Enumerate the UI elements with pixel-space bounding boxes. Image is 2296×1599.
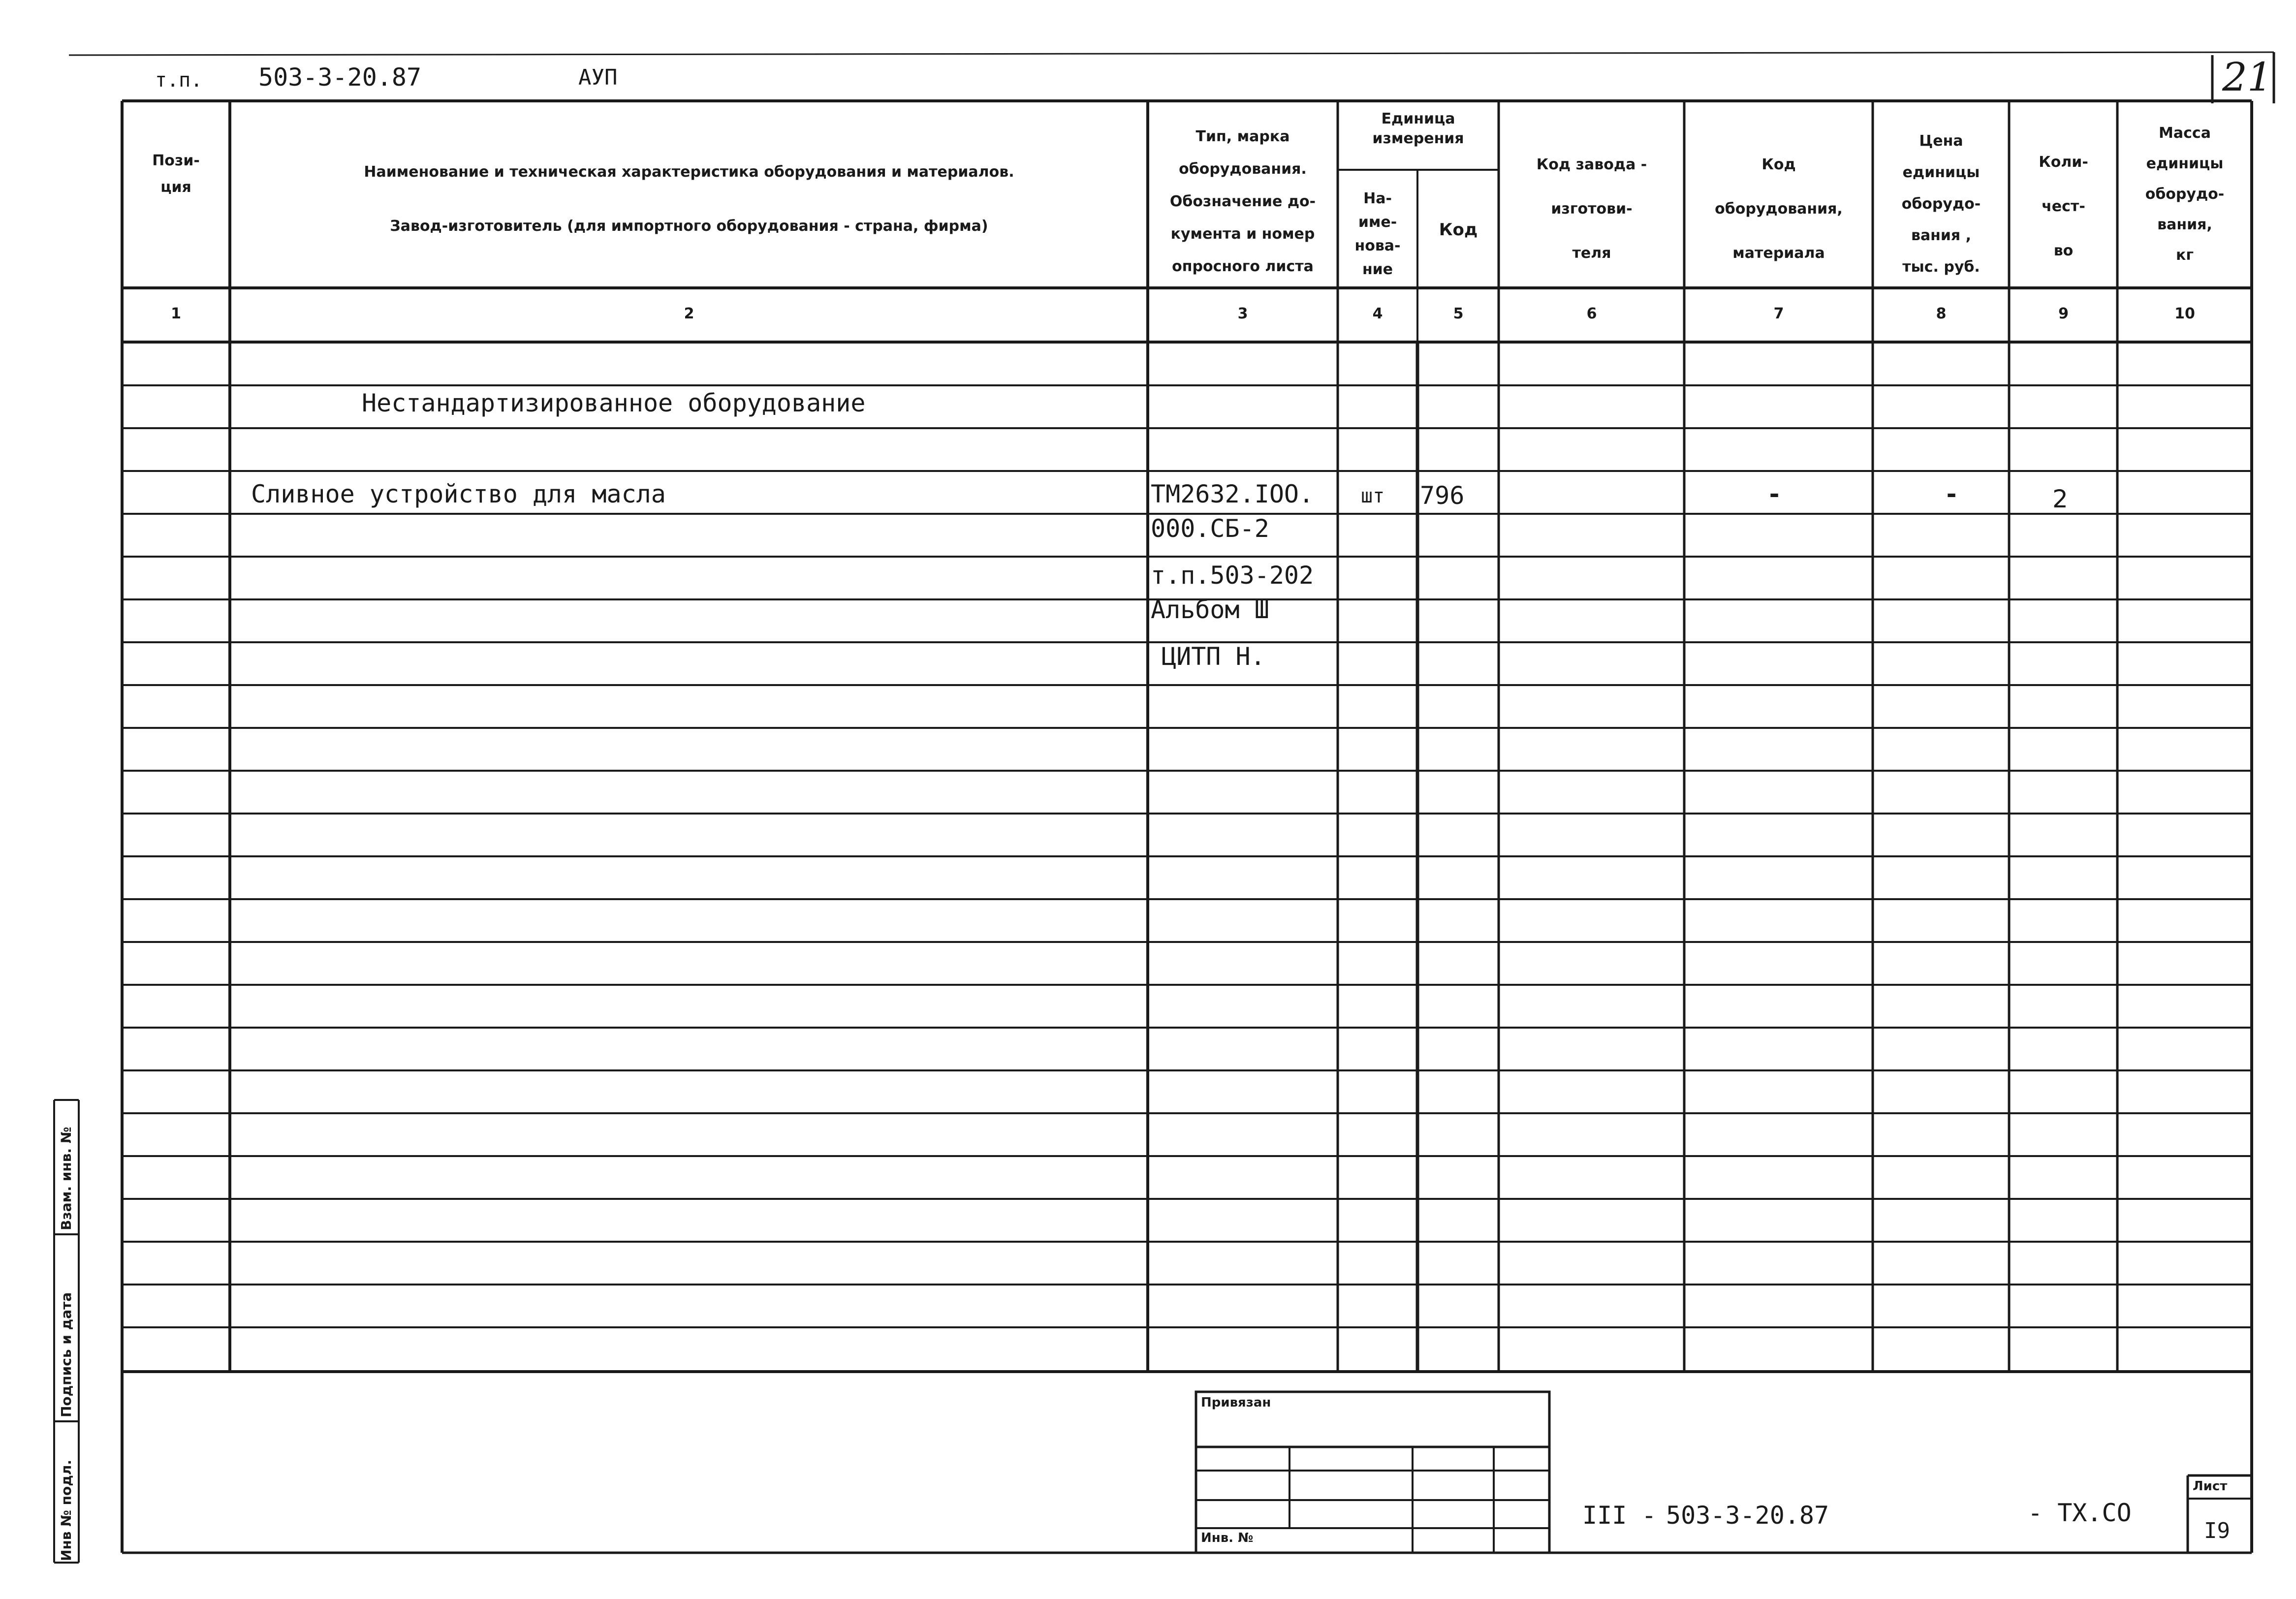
header-col-3-line: Тип, марка (1195, 128, 1290, 145)
header-col-10-line: кг (2175, 247, 2194, 264)
item-name: Сливное устройство для масла (251, 480, 666, 508)
header-col-6-line: теля (1572, 245, 1611, 262)
column-number: 5 (1453, 305, 1464, 322)
column-number: 6 (1586, 305, 1597, 322)
header-unit-group-line: измерения (1372, 130, 1464, 147)
column-number: 3 (1237, 305, 1248, 322)
column-number: 10 (2174, 305, 2195, 322)
header-col-8-line: вания , (1911, 227, 1972, 244)
header-col-6 (1500, 143, 1683, 276)
equipment-code: - (1767, 480, 1782, 508)
side-label-signature: Подпись и дата (58, 1292, 74, 1417)
header-col-1-line: Пози- (152, 152, 200, 169)
header-col-2-line: Наименование и техническая характеристика оборудования и материалов. (364, 163, 1014, 181)
column-number: 1 (171, 305, 181, 322)
header-col-8-line: Цена (1919, 132, 1963, 150)
header-col-9-line: во (2053, 242, 2074, 259)
handwritten-page-number: 21 (2222, 54, 2272, 100)
doc-prefix: III - (1582, 1501, 1657, 1530)
header-col-7-line: Код (1761, 156, 1796, 173)
header-col-4 (1339, 187, 1416, 282)
type-line: 000.СБ-2 (1151, 514, 1269, 543)
header-col-4-line: име- (1358, 214, 1397, 231)
header-col-2-line: Завод-изготовитель (для импортного оборудования - страна, фирма) (390, 218, 988, 235)
header-col-8 (1874, 125, 2008, 283)
header-col-1 (123, 148, 229, 201)
header-col-5 (1419, 217, 1498, 243)
header-col-2 (231, 145, 1147, 253)
unit-code: 796 (1420, 481, 1465, 510)
header-unit-group (1339, 109, 1498, 149)
header-col-6-line: изготови- (1551, 200, 1633, 218)
project-number: 503-3-20.87 (258, 63, 422, 92)
header-col-10-line: вания, (2157, 216, 2212, 233)
quantity: 2 (2052, 485, 2068, 513)
header-col-1-line: ция (160, 179, 191, 196)
header-col-6-line: Код завода - (1536, 156, 1647, 173)
header-col-10-line: оборудо- (2145, 186, 2225, 203)
unit-price: - (1944, 480, 1959, 508)
header-col-9-line: чест- (2042, 198, 2085, 215)
header-col-8-line: единицы (1902, 164, 1980, 181)
header-col-4-line: На- (1363, 190, 1392, 207)
doc-code: 503-3-20.87 (1666, 1501, 1829, 1530)
series-label: т.п. (155, 69, 203, 92)
header-col-10 (2119, 118, 2251, 271)
header-col-7 (1686, 143, 1872, 276)
header-col-7-line: материала (1732, 245, 1825, 262)
column-number: 4 (1372, 305, 1383, 322)
sheet-label: Лист (2193, 1479, 2228, 1494)
header-col-9 (2011, 140, 2116, 273)
header-col-3-line: Обозначение до- (1169, 193, 1316, 210)
stamp-linked-label: Привязан (1201, 1395, 1271, 1410)
type-line: ТМ2632.IOO. (1151, 480, 1314, 508)
header-col-3-line: кумента и номер (1170, 225, 1315, 243)
header-col-8-line: тыс. руб. (1902, 258, 1980, 276)
header-col-3 (1149, 121, 1336, 283)
header-col-9-line: Коли- (2039, 154, 2088, 171)
section-title: Нестандартизированное оборудование (362, 389, 866, 417)
header-unit-group-line: Единица (1381, 110, 1455, 127)
type-line: Альбом Ш (1151, 596, 1269, 624)
column-number: 2 (684, 305, 694, 322)
header-col-8-line: оборудо- (1901, 195, 1981, 213)
type-line: т.п.503-202 (1151, 561, 1314, 590)
header-col-7-line: оборудования, (1715, 200, 1843, 218)
header-col-4-line: ние (1362, 261, 1393, 278)
side-label-inv-no: Инв № подл. (58, 1459, 74, 1561)
side-label-replace-inv: Взам. инв. № (58, 1127, 74, 1230)
column-number: 8 (1936, 305, 1947, 322)
type-line: ЦИТП Н. (1162, 642, 1265, 671)
doc-suffix: - ТХ.СО (2028, 1499, 2132, 1527)
header-col-3-line: опросного листа (1172, 258, 1314, 275)
header-col-4-line: нова- (1354, 237, 1401, 254)
section-code: АУП (578, 65, 618, 90)
stamp-inv-label: Инв. № (1201, 1531, 1254, 1545)
header-col-10-line: единицы (2146, 155, 2224, 172)
column-number: 7 (1773, 305, 1784, 322)
header-col-3-line: оборудования. (1179, 160, 1307, 178)
header-col-10-line: Масса (2159, 125, 2211, 142)
header-col-5-line: Код (1439, 220, 1478, 240)
unit-name: шт (1361, 485, 1385, 507)
column-number: 9 (2058, 305, 2069, 322)
sheet-number: I9 (2204, 1518, 2230, 1543)
